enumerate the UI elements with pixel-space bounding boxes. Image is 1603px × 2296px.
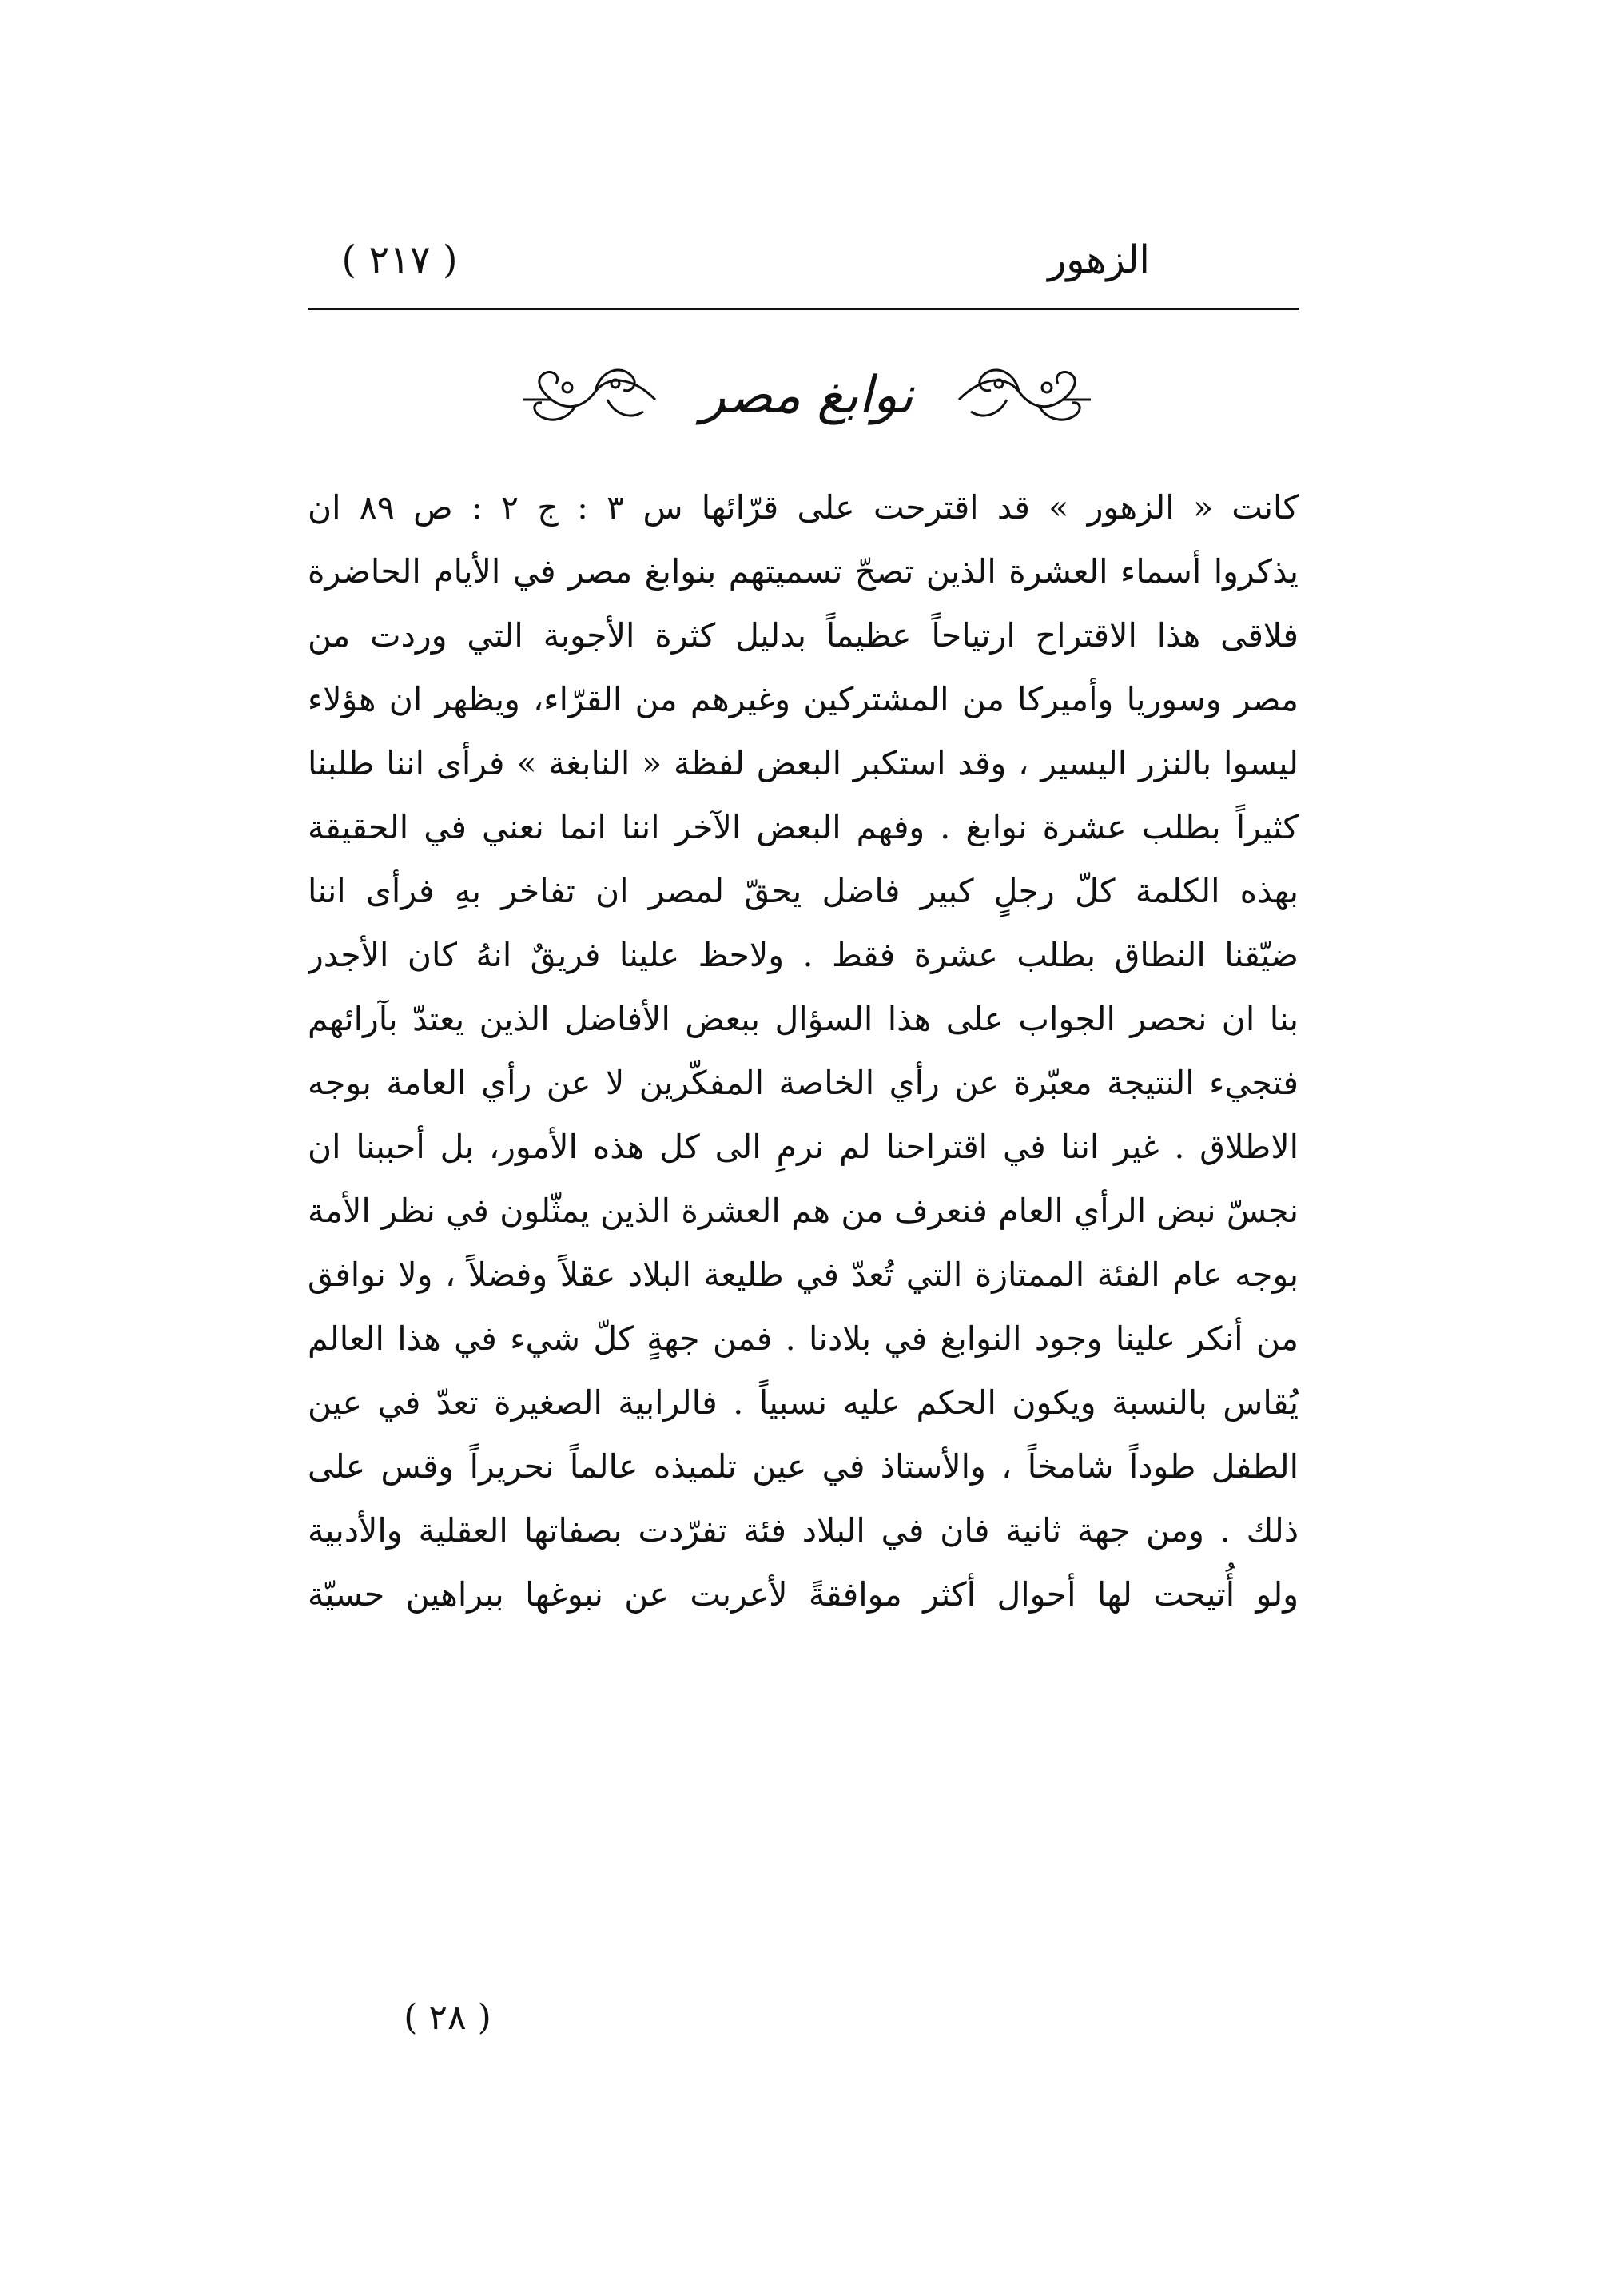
running-title: الزهور xyxy=(1048,237,1150,282)
floral-ornament-icon xyxy=(519,344,663,440)
body-line: بوجه عام الفئة الممتازة التي تُعدّ في طليعة البلاد عقلاً وفضلاً ، ولا نوافق xyxy=(308,1255,1299,1294)
body-line: فلاقى هذا الاقتراح ارتياحاً عظيماً بدليل كثرة الأجوبة التي وردت من xyxy=(308,616,1299,655)
body-line: الطفل طوداً شامخاً ، والأستاذ في عين تلميذه عالماً نحريراً وقس على xyxy=(308,1447,1299,1486)
body-line: ضيّقنا النطاق بطلب عشرة فقط . ولاحظ علينا فريقٌ انهُ كان الأجدر xyxy=(308,936,1299,974)
body-line: فتجيء النتيجة معبّرة عن رأي الخاصة المفكّرين لا عن رأي العامة بوجه xyxy=(308,1064,1299,1102)
body-line: الاطلاق . غير اننا في اقتراحنا لم نرمِ الى كل هذه الأمور، بل أحببنا ان xyxy=(308,1128,1299,1166)
header-rule xyxy=(308,308,1299,310)
body-line: مصر وسوريا وأميركا من المشتركين وغيرهم من القرّاء، ويظهر ان هؤلاء xyxy=(308,680,1299,718)
section-heading xyxy=(447,344,1167,448)
floral-ornament-icon xyxy=(951,344,1095,440)
body-line: نجسّ نبض الرأي العام فنعرف من هم العشرة الذين يمثّلون في نظر الأمة xyxy=(308,1192,1299,1230)
body-line: ولو أُتيحت لها أحوال أكثر موافقةً لأعربت عن نبوغها ببراهين حسيّة xyxy=(308,1575,1299,1614)
body-line: يُقاس بالنسبة ويكون الحكم عليه نسبياً . فالرابية الصغيرة تعدّ في عين xyxy=(308,1383,1299,1422)
signature-number: ( ٢٨ ) xyxy=(404,1997,491,2038)
body-line: ذلك . ومن جهة ثانية فان في البلاد فئة تفرّدت بصفاتها العقلية والأدبية xyxy=(308,1511,1299,1550)
body-line: كانت « الزهور » قد اقترحت على قرّائها س ٣ : ج ٢ : ص ٨٩ ان xyxy=(308,488,1299,527)
section-title: نوابغ مصر xyxy=(701,366,913,425)
body-line: من أنكر علينا وجود النوابغ في بلادنا . فمن جهةٍ كلّ شيء في هذا العالم xyxy=(308,1319,1299,1358)
page-header xyxy=(308,232,1299,304)
body-line: ليسوا بالنزر اليسير ، وقد استكبر البعض لفظة « النابغة » فرأى اننا طلبنا xyxy=(308,744,1299,782)
body-line: بهذه الكلمة كلّ رجلٍ كبير فاضل يحقّ لمصر ان تفاخر بهِ فرأى اننا xyxy=(308,872,1299,910)
header-page-number: ( ٢١٧ ) xyxy=(341,237,458,282)
article-body xyxy=(308,476,1299,1626)
body-line: كثيراً بطلب عشرة نوابغ . وفهم البعض الآخر اننا انما نعني في الحقيقة xyxy=(308,808,1299,846)
body-line: بنا ان نحصر الجواب على هذا السؤال ببعض الأفاضل الذين يعتدّ بآرائهم xyxy=(308,1000,1299,1038)
body-line: يذكروا أسماء العشرة الذين تصحّ تسميتهم بنوابغ مصر في الأيام الحاضرة xyxy=(308,552,1299,591)
